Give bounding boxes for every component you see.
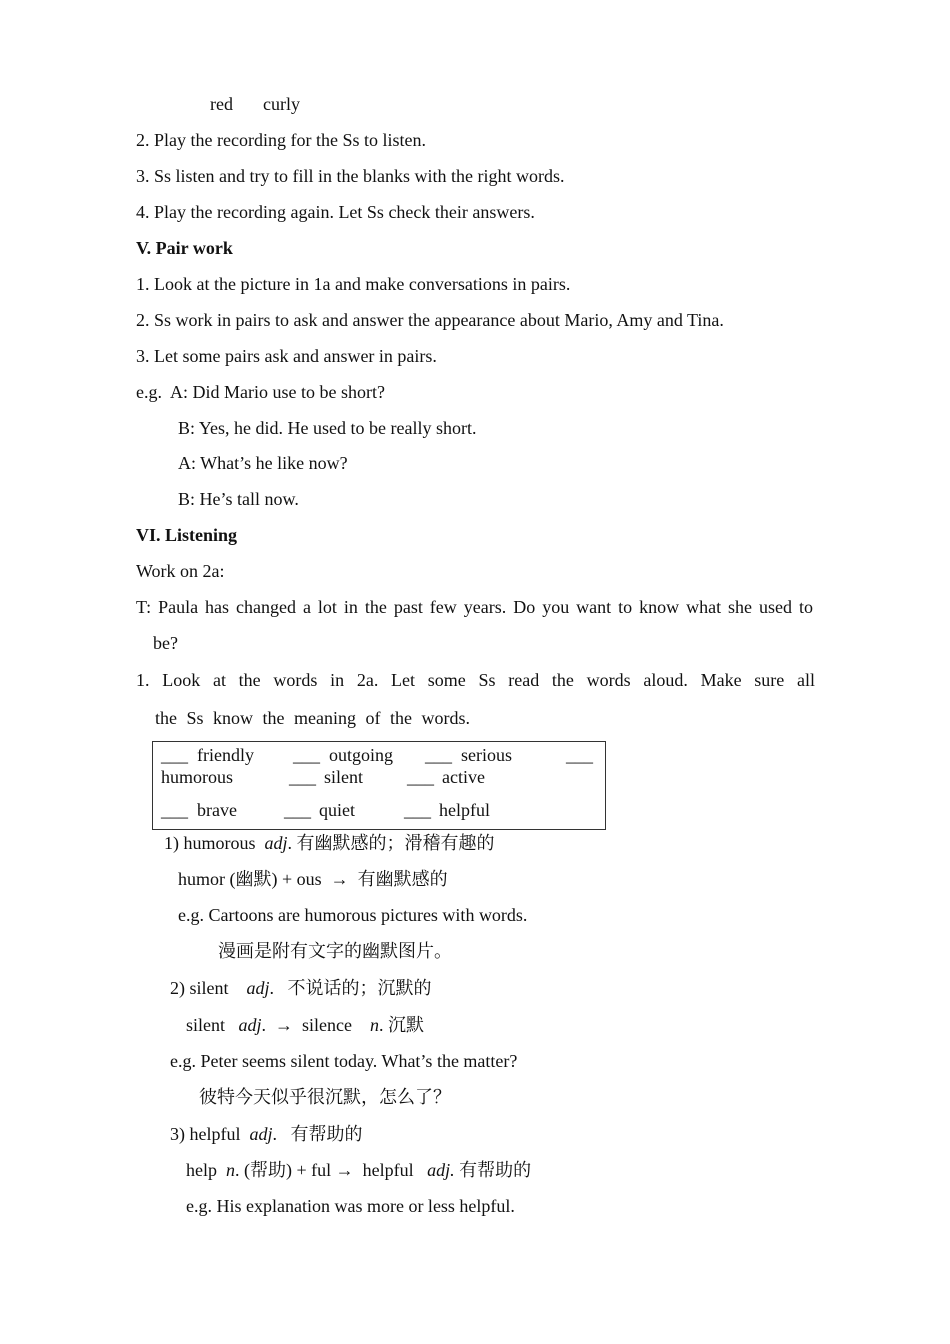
part-of-speech: adj	[238, 1015, 262, 1035]
word-outgoing: outgoing	[329, 745, 394, 765]
listening-step-1-cont: the Ss know the meaning of the words.	[155, 708, 470, 728]
example-line: A: What’s he like now?	[178, 453, 348, 473]
word-helpful: helpful	[439, 800, 490, 820]
word-serious: serious	[461, 745, 512, 765]
word-brave: brave	[197, 800, 237, 820]
derivation: . (帮助) + ful → helpful	[235, 1160, 414, 1180]
pair-step-1: 1. Look at the picture in 1a and make conversations in pairs.	[136, 274, 571, 294]
word-red: red	[210, 94, 233, 114]
blank: ___	[425, 745, 452, 765]
word-box	[152, 741, 606, 830]
blank: ___	[289, 767, 316, 787]
blank: ___	[284, 800, 311, 820]
derivation: . → silence	[261, 1015, 352, 1035]
word: help	[186, 1160, 217, 1180]
vocab-silent-derivation	[186, 1014, 424, 1036]
word-friendly: friendly	[197, 745, 254, 765]
word-humorous: humorous	[161, 767, 233, 787]
section-heading-listening: VI. Listening	[136, 525, 238, 545]
word-active: active	[442, 767, 485, 787]
meaning: . 有帮助的	[272, 1124, 363, 1144]
blank: ___	[161, 745, 188, 765]
teacher-line: T: Paula has changed a lot in the past few years. Do you want to know what she used to	[136, 597, 813, 617]
pair-step-3: 3. Let some pairs ask and answer in pairs.	[136, 346, 437, 366]
blank: ___	[293, 745, 320, 765]
blank: ___	[407, 767, 434, 787]
example-line: B: Yes, he did. He used to be really short.	[178, 418, 477, 438]
vocab-helpful-derivation	[186, 1159, 531, 1181]
word: silent	[186, 1015, 225, 1035]
listening-step-1: 1. Look at the words in 2a. Let some Ss read the words aloud. Make sure all	[136, 670, 815, 690]
meaning: 有帮助的	[454, 1160, 532, 1180]
part-of-speech: adj	[264, 833, 288, 853]
vocab-silent-head	[170, 977, 432, 999]
step-4: 4. Play the recording again. Let Ss check their answers.	[136, 202, 535, 222]
meaning: . 沉默	[379, 1015, 424, 1035]
vocab-helpful-example: e.g. His explanation was more or less helpful.	[186, 1196, 515, 1216]
word-curly: curly	[263, 94, 300, 114]
section-heading-pair-work: V. Pair work	[136, 238, 233, 258]
listening-intro: Work on 2a:	[136, 561, 225, 581]
step-2: 2. Play the recording for the Ss to listen.	[136, 130, 426, 150]
vocab-silent-example: e.g. Peter seems silent today. What’s the matter?	[170, 1051, 518, 1071]
step-3: 3. Ss listen and try to fill in the blanks with the right words.	[136, 166, 565, 186]
part-of-speech: n	[226, 1160, 235, 1180]
vocab-word: 2) silent	[170, 978, 229, 998]
meaning: . 不说话的；沉默的	[269, 978, 432, 998]
blank: ___	[404, 800, 431, 820]
vocab-humorous-head	[164, 832, 495, 854]
part-of-speech: adj	[246, 978, 270, 998]
blank: ___	[161, 800, 188, 820]
pair-step-2: 2. Ss work in pairs to ask and answer the appearance about Mario, Amy and Tina.	[136, 310, 724, 330]
vocab-silent-translation: 彼特今天似乎很沉默，怎么了？	[199, 1087, 451, 1107]
teacher-line-cont: be?	[153, 633, 178, 653]
vocab-helpful-head	[170, 1123, 363, 1145]
example-line: B: He’s tall now.	[178, 489, 299, 509]
word-silent: silent	[324, 767, 363, 787]
part-of-speech: n	[370, 1015, 379, 1035]
vocab-humorous-translation: 漫画是附有文字的幽默图片。	[218, 941, 452, 961]
part-of-speech: adj	[249, 1124, 273, 1144]
vocab-humorous-derivation: humor (幽默) + ous → 有幽默感的	[178, 869, 448, 889]
example-line: e.g. A: Did Mario use to be short?	[136, 382, 385, 402]
vocab-word: 3) helpful	[170, 1124, 241, 1144]
vocab-word: 1) humorous	[164, 833, 256, 853]
meaning: . 有幽默感的；滑稽有趣的	[287, 833, 495, 853]
word-quiet: quiet	[319, 800, 355, 820]
part-of-speech: adj.	[427, 1160, 455, 1180]
vocab-humorous-example: e.g. Cartoons are humorous pictures with words.	[178, 905, 528, 925]
blank: ___	[566, 745, 593, 765]
